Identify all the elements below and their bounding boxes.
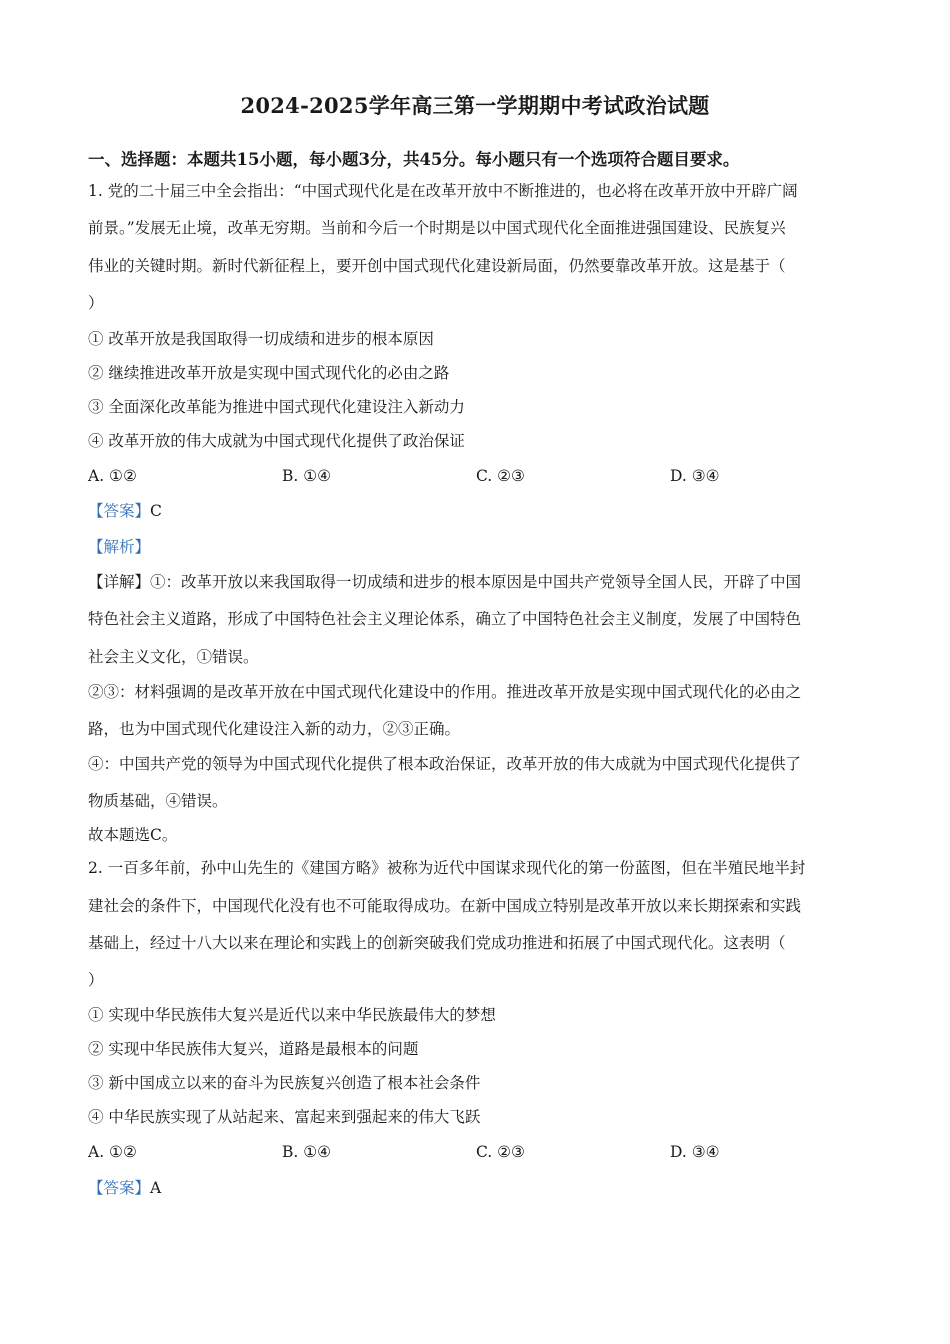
q1-stem-line: ） [88,294,104,312]
q2-option-b: B. ①④ [282,1143,332,1161]
detail-tag: 【详解】 [88,573,151,591]
q2-stem-line: 建社会的条件下，中国现代化没有也不可能取得成功。在新中国成立特别是改革开放以来长期探索和实践 [88,897,802,915]
detail-text: ①：改革开放以来我国取得一切成绩和进步的根本原因是中国共产党领导全国人民，开辟了中国 [150,573,802,591]
analysis-tag: 【解析】 [88,538,151,556]
q2-statement: ④ 中华民族实现了从站起来、富起来到强起来的伟大飞跃 [88,1108,481,1126]
q2-statement: ③ 新中国成立以来的奋斗为民族复兴创造了根本社会条件 [88,1074,481,1092]
q2-answer [88,1178,161,1198]
q1-analysis-tag [88,537,150,557]
q2-stem-line: ） [88,971,104,989]
q1-detail-line: 社会主义文化，①错误。 [88,648,259,666]
q2-stem-line: 2. 一百多年前，孙中山先生的《建国方略》被称为近代中国谋求现代化的第一份蓝图，但在半殖民地半封 [88,859,806,877]
q1-option-a: A. ①② [88,467,137,485]
q2-option-d: D. ③④ [670,1143,720,1161]
q1-statement: ② 继续推进改革开放是实现中国式现代化的必由之路 [88,364,450,382]
q1-statement: ④ 改革开放的伟大成就为中国式现代化提供了政治保证 [88,432,465,450]
q2-option-a: A. ①② [88,1143,137,1161]
q1-detail-line: ②③：材料强调的是改革开放在中国式现代化建设中的作用。推进改革开放是实现中国式现代化的必由之 [88,683,802,701]
q1-stem-line: 伟业的关键时期。新时代新征程上，要开创中国式现代化建设新局面，仍然要靠改革开放。这是基于（ [88,257,786,275]
answer-value: A [150,1179,162,1197]
q1-stem-line: 前景。”发展无止境，改革无穷期。当前和今后一个时期是以中国式现代化全面推进强国建设、民族复兴 [88,219,786,237]
page-title: 2024-2025学年高三第一学期期中考试政治试题 [240,93,710,118]
answer-value: C [150,502,162,520]
q1-detail-line: 特色社会主义道路，形成了中国特色社会主义理论体系，确立了中国特色社会主义制度，发展了中国特色 [88,610,802,628]
q2-statement: ② 实现中华民族伟大复兴，道路是最根本的问题 [88,1040,419,1058]
q2-statement: ① 实现中华民族伟大复兴是近代以来中华民族最伟大的梦想 [88,1006,496,1024]
q1-answer [88,501,162,521]
q1-stem-line: 1. 党的二十届三中全会指出：“中国式现代化是在改革开放中不断推进的，也必将在改革开放中开辟广阔 [88,182,798,200]
q1-statement: ① 改革开放是我国取得一切成绩和进步的根本原因 [88,330,434,348]
q1-detail-line: 路，也为中国式现代化建设注入新的动力，②③正确。 [88,720,461,738]
q1-detail-line [88,572,801,592]
q1-option-c: C. ②③ [476,467,525,485]
q1-detail-line: 物质基础，④错误。 [88,792,228,810]
answer-tag: 【答案】 [88,502,151,520]
q1-statement: ③ 全面深化改革能为推进中国式现代化建设注入新动力 [88,398,465,416]
q1-conclusion: 故本题选C。 [88,826,178,844]
answer-tag: 【答案】 [88,1179,151,1197]
q1-option-d: D. ③④ [670,467,720,485]
q2-stem-line: 基础上，经过十八大以来在理论和实践上的创新突破我们党成功推进和拓展了中国式现代化。这表明（ [88,934,786,952]
section-heading: 一、选择题：本题共15小题，每小题3分，共45分。每小题只有一个选项符合题目要求。 [88,150,740,169]
q1-detail-line: ④：中国共产党的领导为中国式现代化提供了根本政治保证，改革开放的伟大成就为中国式现代化提供了 [88,755,802,773]
q1-option-b: B. ①④ [282,467,332,485]
q2-option-c: C. ②③ [476,1143,525,1161]
